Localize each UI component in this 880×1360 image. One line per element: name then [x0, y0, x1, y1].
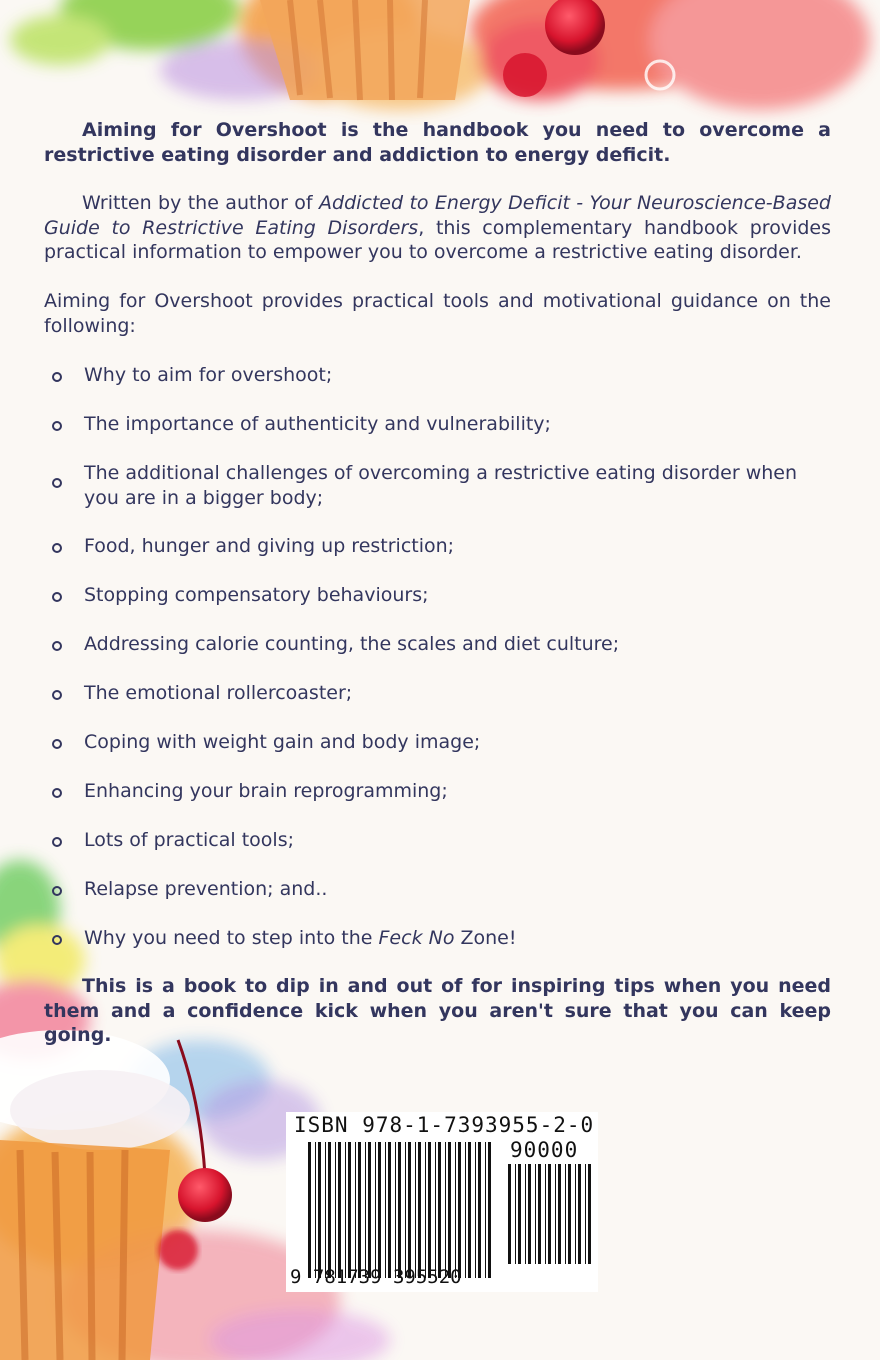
bullet-circle-icon	[52, 372, 62, 382]
barcode-bar	[555, 1164, 556, 1264]
barcode-bar	[438, 1142, 441, 1278]
barcode-bar	[588, 1164, 591, 1264]
barcode-bar	[565, 1164, 566, 1264]
barcode-bar	[575, 1164, 576, 1264]
written-by-paragraph	[44, 191, 831, 265]
list-item: Stopping compensatory behaviours;	[44, 583, 831, 608]
barcode-bar	[425, 1142, 426, 1278]
list-item: Food, hunger and giving up restriction;	[44, 534, 831, 559]
barcode-bar	[325, 1142, 326, 1278]
closing-paragraph: This is a book to dip in and out of for inspiring tips when you need them and a confidence kick when you aren't sure that you can keep going.	[44, 975, 831, 1046]
bullet-circle-icon	[52, 935, 62, 945]
bullet-circle-icon	[52, 690, 62, 700]
list-item: Why you need to step into the Feck No Zone!	[44, 926, 831, 951]
barcode-bar	[585, 1164, 586, 1264]
barcode-bar	[348, 1142, 351, 1278]
barcode-bar	[545, 1164, 546, 1264]
barcode-bar	[448, 1142, 451, 1278]
prior-book-title: Addicted to Energy Deficit - Your Neuroscience-Based Guide to Restrictive Eating Disorders	[44, 192, 831, 239]
barcode-bar	[528, 1164, 531, 1264]
barcode-bar	[395, 1142, 396, 1278]
barcode-bar	[415, 1142, 416, 1278]
bullet-circle-icon	[52, 837, 62, 847]
barcode-bar	[535, 1164, 536, 1264]
barcode-bar	[375, 1142, 376, 1278]
barcode-bar	[568, 1164, 571, 1264]
bullet-circle-icon	[52, 478, 62, 488]
barcode-bar	[368, 1142, 371, 1278]
barcode-bar	[518, 1164, 521, 1264]
barcode-bar	[365, 1142, 366, 1278]
list-item: Why to aim for overshoot;	[44, 363, 831, 388]
list-item: The additional challenges of overcoming a restrictive eating disorder when you are in a bigger body;	[44, 461, 831, 510]
barcode-bar	[538, 1164, 541, 1264]
barcode-bar	[478, 1142, 481, 1278]
bullet-circle-icon	[52, 886, 62, 896]
barcode-bar	[475, 1142, 476, 1278]
barcode-bar	[405, 1142, 406, 1278]
list-item: Enhancing your brain reprogramming;	[44, 779, 831, 804]
written-by-after: , this complementary handbook provides practical information to empower you to overcome a restrictive eating disorder.	[44, 216, 831, 263]
list-item: Coping with weight gain and body image;	[44, 730, 831, 755]
bullet-circle-icon	[52, 739, 62, 749]
barcode-bar	[525, 1164, 526, 1264]
barcode-bar	[508, 1164, 511, 1264]
barcode-bar	[468, 1142, 471, 1278]
barcode-bar	[408, 1142, 411, 1278]
barcode-bar	[435, 1142, 436, 1278]
barcode-bar	[558, 1164, 561, 1264]
barcode-bar	[315, 1142, 316, 1278]
bullet-circle-icon	[52, 592, 62, 602]
list-item: Relapse prevention; and..	[44, 877, 831, 902]
bullet-circle-icon	[52, 641, 62, 651]
barcode-bar	[578, 1164, 581, 1264]
barcode-bar	[445, 1142, 446, 1278]
barcode-bar	[458, 1142, 461, 1278]
barcode-bar	[308, 1142, 311, 1278]
isbn-number: ISBN 978-1-7393955-2-0	[294, 1113, 595, 1137]
list-item: The emotional rollercoaster;	[44, 681, 831, 706]
barcode-bar	[318, 1142, 321, 1278]
barcode-bar	[345, 1142, 346, 1278]
barcode-bar	[388, 1142, 391, 1278]
barcode-bar	[428, 1142, 431, 1278]
barcode-bars	[286, 1112, 598, 1292]
barcode-bar	[455, 1142, 456, 1278]
barcode-bar	[418, 1142, 421, 1278]
ean-digits: 9 781739 395520	[290, 1266, 462, 1288]
barcode-bar	[515, 1164, 516, 1264]
intro-paragraph: Aiming for Overshoot is the handbook you need to overcome a restrictive eating disorder and addiction to energy deficit.	[44, 119, 831, 166]
list-item: Lots of practical tools;	[44, 828, 831, 853]
bullet-circle-icon	[52, 543, 62, 553]
lead-in-paragraph: Aiming for Overshoot provides practical tools and motivational guidance on the following:	[44, 290, 831, 337]
barcode-bar	[355, 1142, 356, 1278]
barcode-bar	[338, 1142, 341, 1278]
barcode-bar	[358, 1142, 361, 1278]
list-item: The importance of authenticity and vulnerability;	[44, 412, 831, 437]
barcode-bar	[488, 1142, 491, 1278]
barcode-bar	[385, 1142, 386, 1278]
barcode-bar	[378, 1142, 381, 1278]
barcode-bar	[548, 1164, 551, 1264]
written-by-before: Written by the author of	[82, 192, 320, 214]
feck-no-emphasis: Feck No	[378, 927, 455, 949]
barcode-bar	[328, 1142, 331, 1278]
barcode-bar	[335, 1142, 336, 1278]
price-code: 90000	[510, 1138, 579, 1162]
barcode-bar	[485, 1142, 486, 1278]
barcode-bar	[465, 1142, 466, 1278]
isbn-barcode-box	[286, 1112, 598, 1292]
list-item: Addressing calorie counting, the scales and diet culture;	[44, 632, 831, 657]
bullet-circle-icon	[52, 788, 62, 798]
barcode-bar	[398, 1142, 401, 1278]
bullet-circle-icon	[52, 421, 62, 431]
